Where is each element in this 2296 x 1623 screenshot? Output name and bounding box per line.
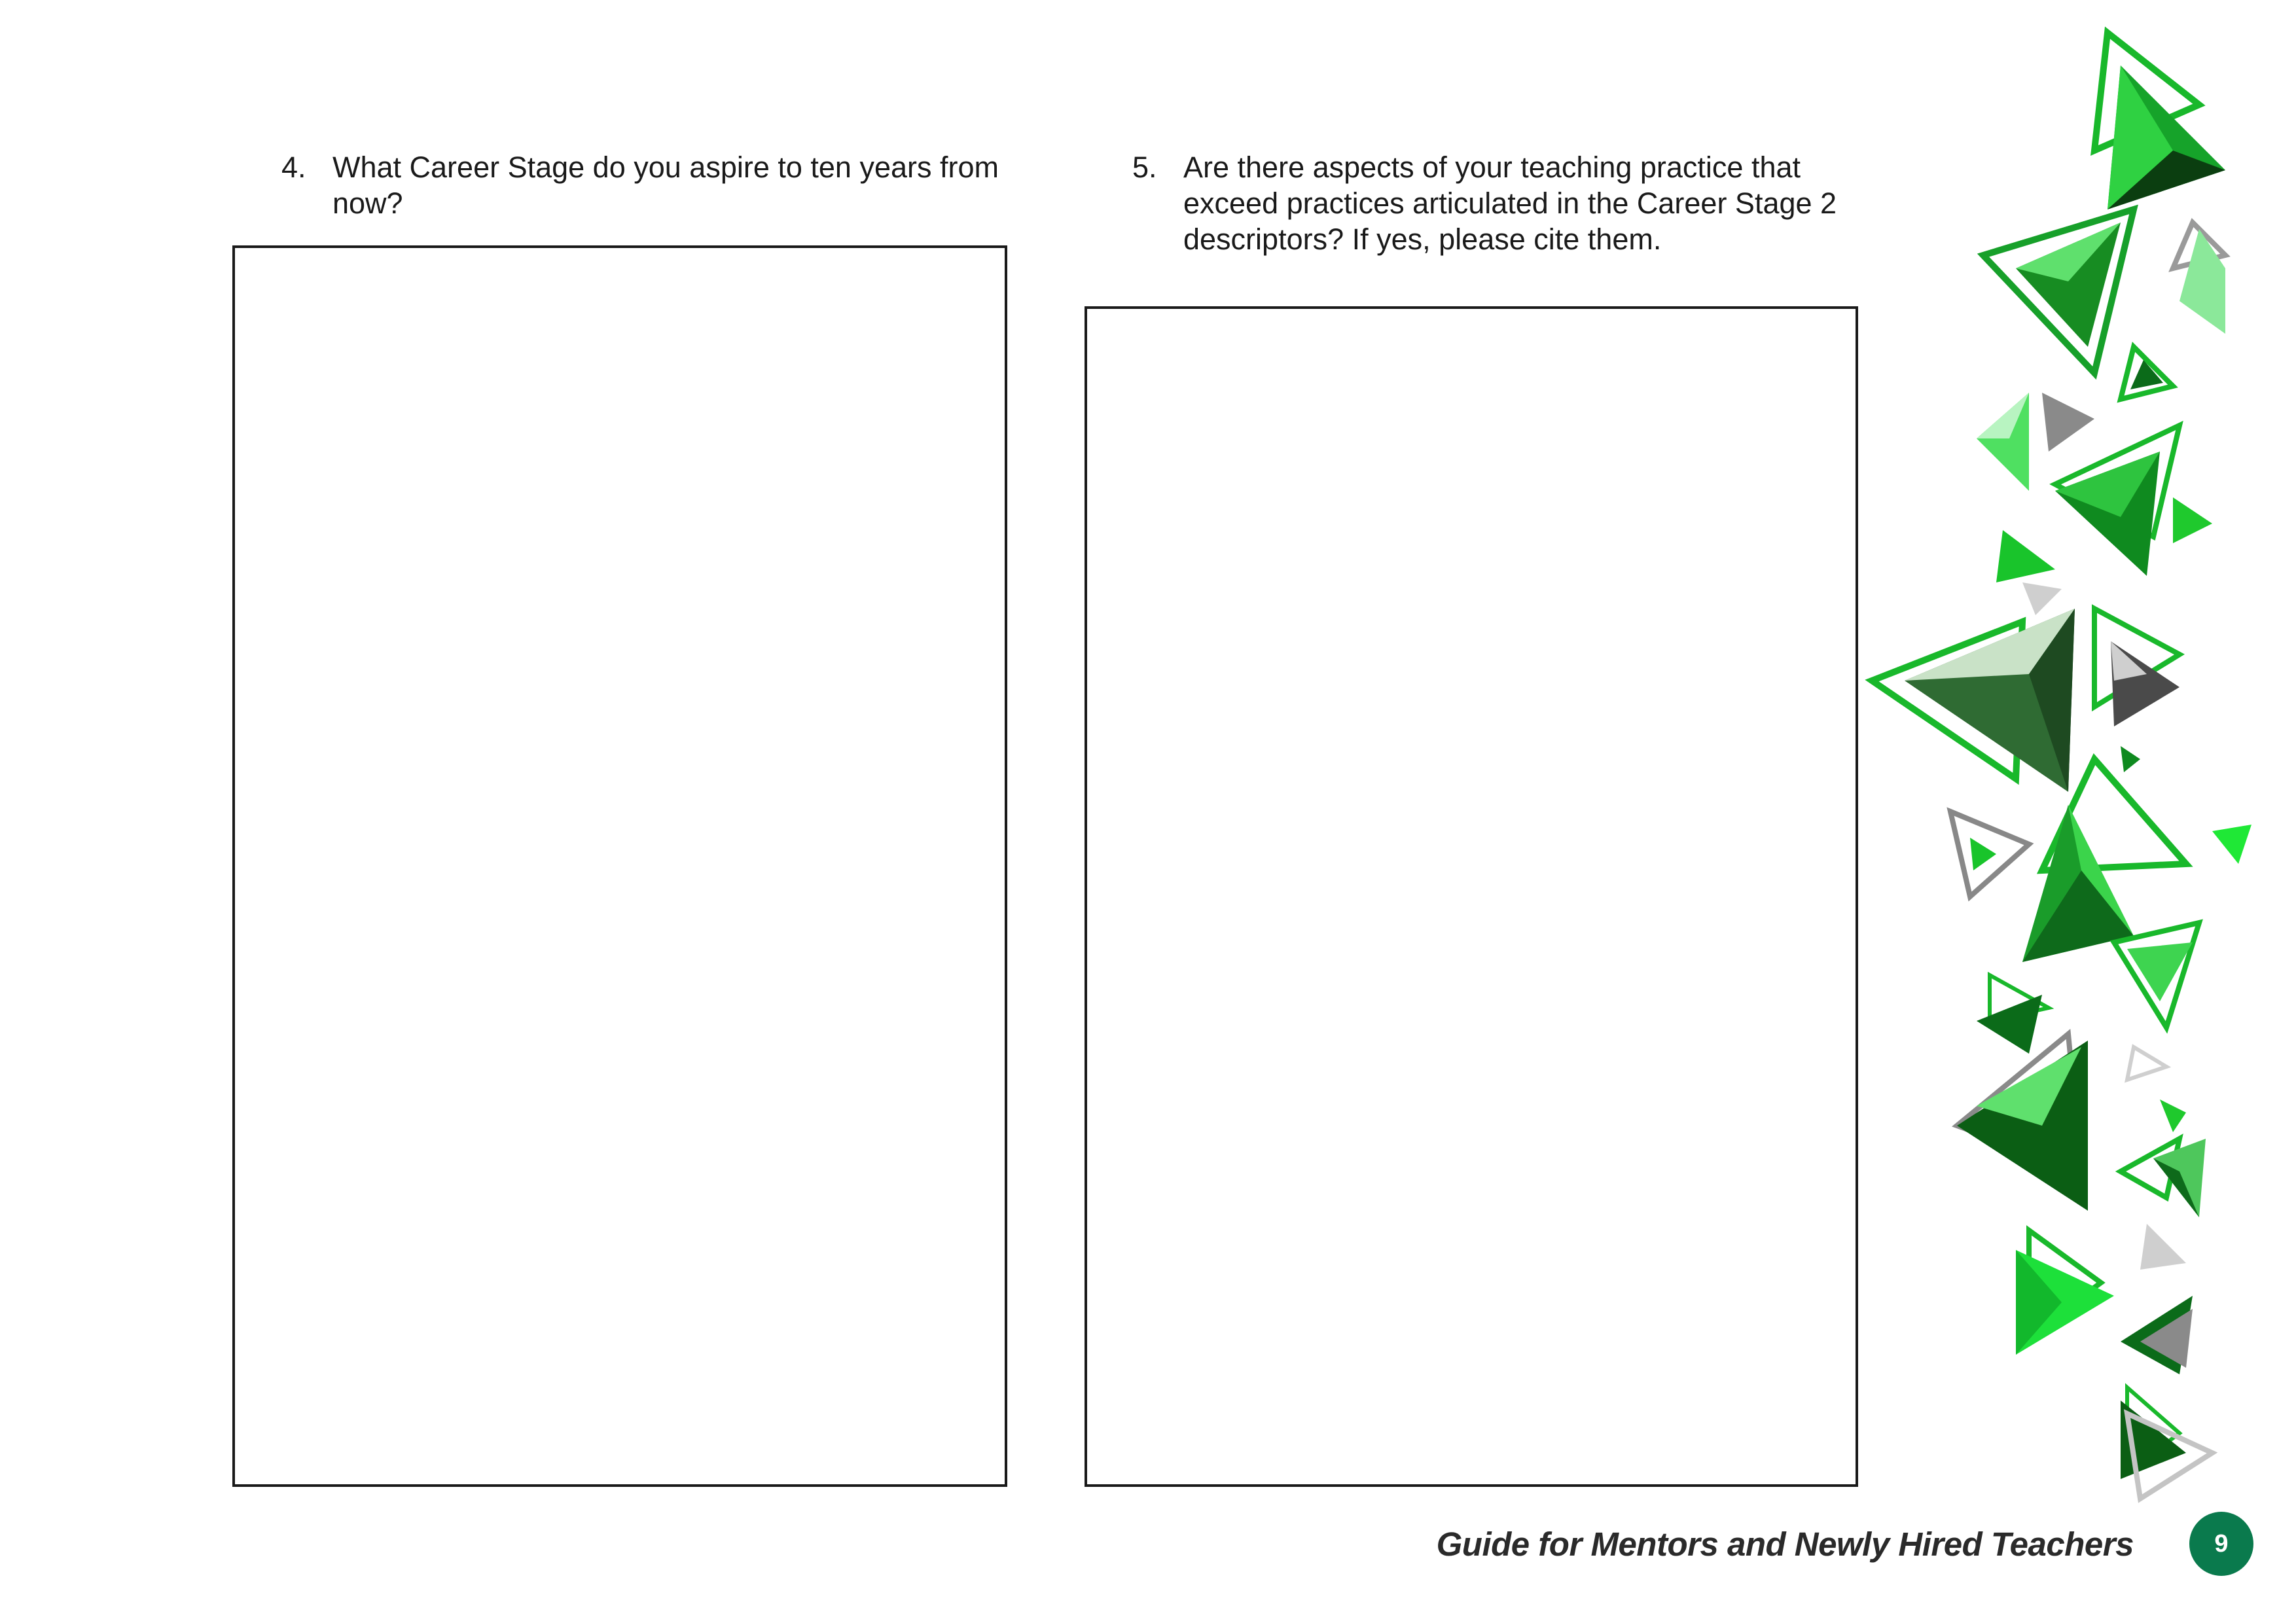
question-text: Are there aspects of your teaching practice that exceed practices articulated in the Career Stage 2 descriptors? If yes, please cite them. (1183, 151, 1837, 256)
triangle-decoration (1859, 20, 2296, 1525)
answer-box-5[interactable] (1085, 306, 1858, 1487)
footer-title: Guide for Mentors and Newly Hired Teachers (1436, 1525, 2134, 1563)
question-text: What Career Stage do you aspire to ten years from now? (332, 151, 999, 220)
question-number: 4. (281, 151, 306, 184)
question-number: 5. (1132, 151, 1157, 184)
page-number-badge: 9 (2189, 1512, 2253, 1576)
answer-box-4[interactable] (232, 245, 1007, 1487)
